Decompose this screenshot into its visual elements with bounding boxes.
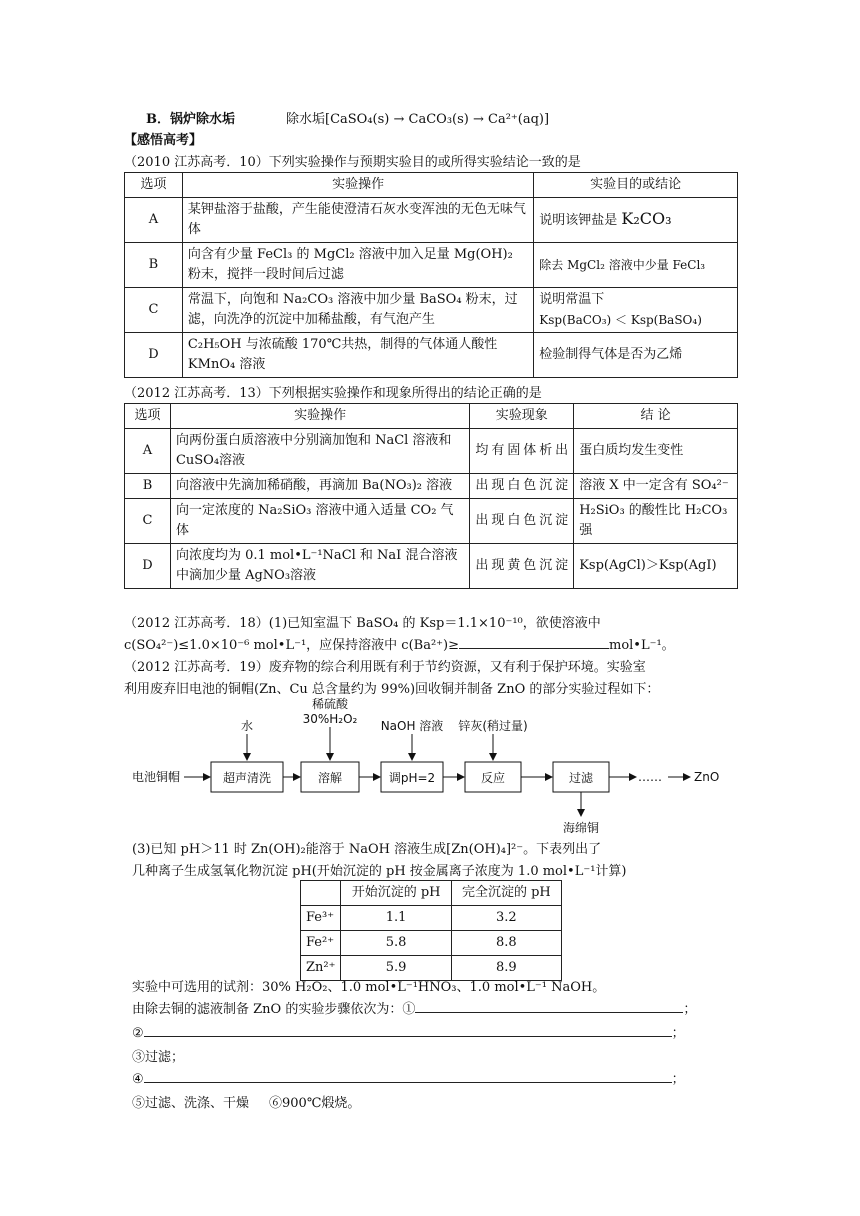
option-cell: B [125,243,183,288]
operation-cell: 向溶液中先滴加稀硝酸，再滴加 Ba(NO₃)₂ 溶液 [170,474,469,499]
heading: 【感悟高考】 [124,133,203,148]
header-phenomenon: 实验现象 [470,404,574,429]
q2012-19-line1: （2012 江苏高考．19）废弃物的综合利用既有利于节约资源，又有利于保护环境。实验室 [124,660,646,675]
flow-start-label: 电池铜帽 [132,770,181,784]
step2-end: ； [671,1026,685,1041]
result-cell [534,198,738,243]
step4-blank[interactable] [144,1068,672,1083]
reagents-line: 实验中可选用的试剂：30% H₂O₂、1.0 mol•L⁻¹HNO₃、1.0 mol•L⁻¹ NaOH。 [132,980,606,995]
option-cell: D [125,333,183,378]
part3-line1: (3)已知 pH＞11 时 Zn(OH)₂能溶于 NaOH 溶液生成[Zn(OH)₄]²⁻。下表列出了 [132,842,602,857]
result-cell: 检验制得气体是否为乙烯 [534,333,738,378]
flow-end-label: ZnO [694,770,720,784]
header-option: 选项 [125,173,183,198]
start-ph-cell: 5.8 [341,931,451,956]
step2-line [132,1022,685,1041]
end-ph-cell: 8.8 [451,931,561,956]
result-line: Ksp(BaCO₃) ＜ Ksp(BaSO₄) [539,313,702,327]
input-label-zinc-ash: 锌灰(稍过量) [458,719,528,733]
table-row [125,474,738,499]
table-header-row [125,173,738,198]
operation-cell: C₂H₅OH 与浓硫酸 170℃共热，制得的气体通人酸性 KMnO₄ 溶液 [182,333,533,378]
table-header-row [301,881,562,906]
table-row [125,198,738,243]
k2co3-formula: K₂CO₃ [621,209,672,228]
option-cell: A [125,198,183,243]
flow-box-label: 反应 [480,771,506,785]
phenomenon-cell: 出现白色沉淀 [470,499,574,544]
table-row [125,243,738,288]
option-cell: C [125,499,171,544]
end-ph-cell: 8.9 [451,956,561,981]
step4-end: ； [671,1072,685,1087]
flow-box-label: 溶解 [317,771,343,785]
operation-cell: 向一定浓度的 Na₂SiO₃ 溶液中通入适量 CO₂ 气体 [170,499,469,544]
header-option: 选项 [125,404,171,429]
header-end-ph: 完全沉淀的 pH [451,881,561,906]
operation-cell: 某钾盐溶于盐酸，产生能使澄清石灰水变浑浊的无色无味气体 [182,198,533,243]
table-row [125,544,738,589]
table-row [125,333,738,378]
header-operation: 实验操作 [170,404,469,429]
table-header-row [125,404,738,429]
header-start-ph: 开始沉淀的 pH [341,881,451,906]
conclusion-cell: Ksp(AgCl)＞Ksp(AgI) [574,544,738,589]
step6: ⑥900℃煅烧。 [269,1096,361,1111]
process-flow-diagram [120,696,740,836]
flow-dots: …… [638,770,662,784]
section-b-formula: 除水垢[CaSO₄(s) → CaCO₃(s) → Ca²⁺(aq)] [286,112,550,127]
conclusion-cell: 溶液 X 中一定含有 SO₄²⁻ [574,474,738,499]
table-row [125,499,738,544]
header-result: 实验目的或结论 [534,173,738,198]
step2-marker: ② [132,1026,144,1041]
answer-blank[interactable] [459,634,609,649]
byproduct-label: 海绵铜 [562,821,600,835]
section-b-label: B．锅炉除水垢 [146,112,235,127]
step4-marker: ④ [132,1072,144,1087]
steps-intro: 由除去铜的滤液制备 ZnO 的实验步骤依次为：① [132,1002,416,1017]
option-cell: B [125,474,171,499]
operation-cell: 向两份蛋白质溶液中分别滴加饱和 NaCl 溶液和 CuSO₄溶液 [170,429,469,474]
phenomenon-cell: 出现黄色沉淀 [470,544,574,589]
option-cell: A [125,429,171,474]
start-ph-cell: 5.9 [341,956,451,981]
step3-line: ③过滤； [132,1050,185,1065]
step2-blank[interactable] [144,1022,672,1037]
input-label-water: 水 [240,719,254,733]
conclusion-cell: 蛋白质均发生变性 [574,429,738,474]
q2010-title: （2010 江苏高考．10）下列实验操作与预期实验目的或所得实验结论一致的是 [124,155,581,170]
q2012-19-line2: 利用废弃旧电池的铜帽(Zn、Cu 总含量约为 99%)回收铜并制备 ZnO 的部分实验过程如下： [124,682,660,697]
table-row [125,429,738,474]
result-cell: 除去 MgCl₂ 溶液中少量 FeCl₃ [534,243,738,288]
input-label-hydrogen-peroxide: 30%H₂O₂ [302,712,358,726]
ph-table [300,880,562,981]
q2012-13-table [124,403,738,589]
table-row [125,288,738,333]
q2012-18-prefix: c(SO₄²⁻)≤1.0×10⁻⁶ mol•L⁻¹，应保持溶液中 c(Ba²⁺)≥ [124,638,459,653]
flow-box-label: 过滤 [568,771,594,785]
input-label-dilute-sulfuric-acid: 稀硫酸 [311,697,349,711]
ion-cell: Fe²⁺ [301,931,341,956]
step4-line [132,1068,685,1087]
q2012-13-title: （2012 江苏高考．13）下列根据实验操作和现象所得出的结论正确的是 [124,386,542,401]
result-text: 说明该钾盐是 [539,213,618,228]
table-row [301,906,562,931]
operation-cell: 向浓度均为 0.1 mol•L⁻¹NaCl 和 NaI 混合溶液中滴加少量 AgNO₃溶液 [170,544,469,589]
option-cell: D [125,544,171,589]
input-label-naoh: NaOH 溶液 [380,719,444,733]
result-line: 说明常温下 [539,292,605,307]
operation-cell: 常温下，向饱和 Na₂CO₃ 溶液中加少量 BaSO₄ 粉末，过滤，向洗净的沉淀中加稀盐酸，有气泡产生 [182,288,533,333]
q2010-table [124,172,738,378]
operation-cell: 向含有少量 FeCl₃ 的 MgCl₂ 溶液中加入足量 Mg(OH)₂ 粉末，搅拌一段时间后过滤 [182,243,533,288]
result-cell [534,288,738,333]
q2012-18-line1: （2012 江苏高考．18）(1)已知室温下 BaSO₄ 的 Ksp＝1.1×10⁻¹⁰，欲使溶液中 [124,616,601,631]
start-ph-cell: 1.1 [341,906,451,931]
q2012-18-suffix: mol•L⁻¹。 [609,638,675,653]
conclusion-cell: H₂SiO₃ 的酸性比 H₂CO₃ 强 [574,499,738,544]
phenomenon-cell: 均有固体析出 [470,429,574,474]
q2012-18-line2 [124,634,675,653]
step1-end: ； [683,1002,697,1017]
part3-line2: 几种离子生成氢氧化物沉淀 pH(开始沉淀的 pH 按金属离子浓度为 1.0 mol•L⁻¹计算) [132,864,627,879]
flow-box-label: 超声清洗 [222,771,272,785]
step5-line [132,1092,360,1111]
steps-intro-line [132,998,696,1017]
table-row [301,931,562,956]
phenomenon-cell: 出现白色沉淀 [470,474,574,499]
ion-cell: Fe³⁺ [301,906,341,931]
ion-cell: Zn²⁺ [301,956,341,981]
header-conclusion: 结 论 [574,404,738,429]
step1-blank[interactable] [415,998,683,1013]
end-ph-cell: 3.2 [451,906,561,931]
header-ion [301,881,341,906]
option-cell: C [125,288,183,333]
step5: ⑤过滤、洗涤、干燥 [132,1096,250,1111]
header-operation: 实验操作 [182,173,533,198]
flow-box-label: 调pH=2 [388,771,436,785]
